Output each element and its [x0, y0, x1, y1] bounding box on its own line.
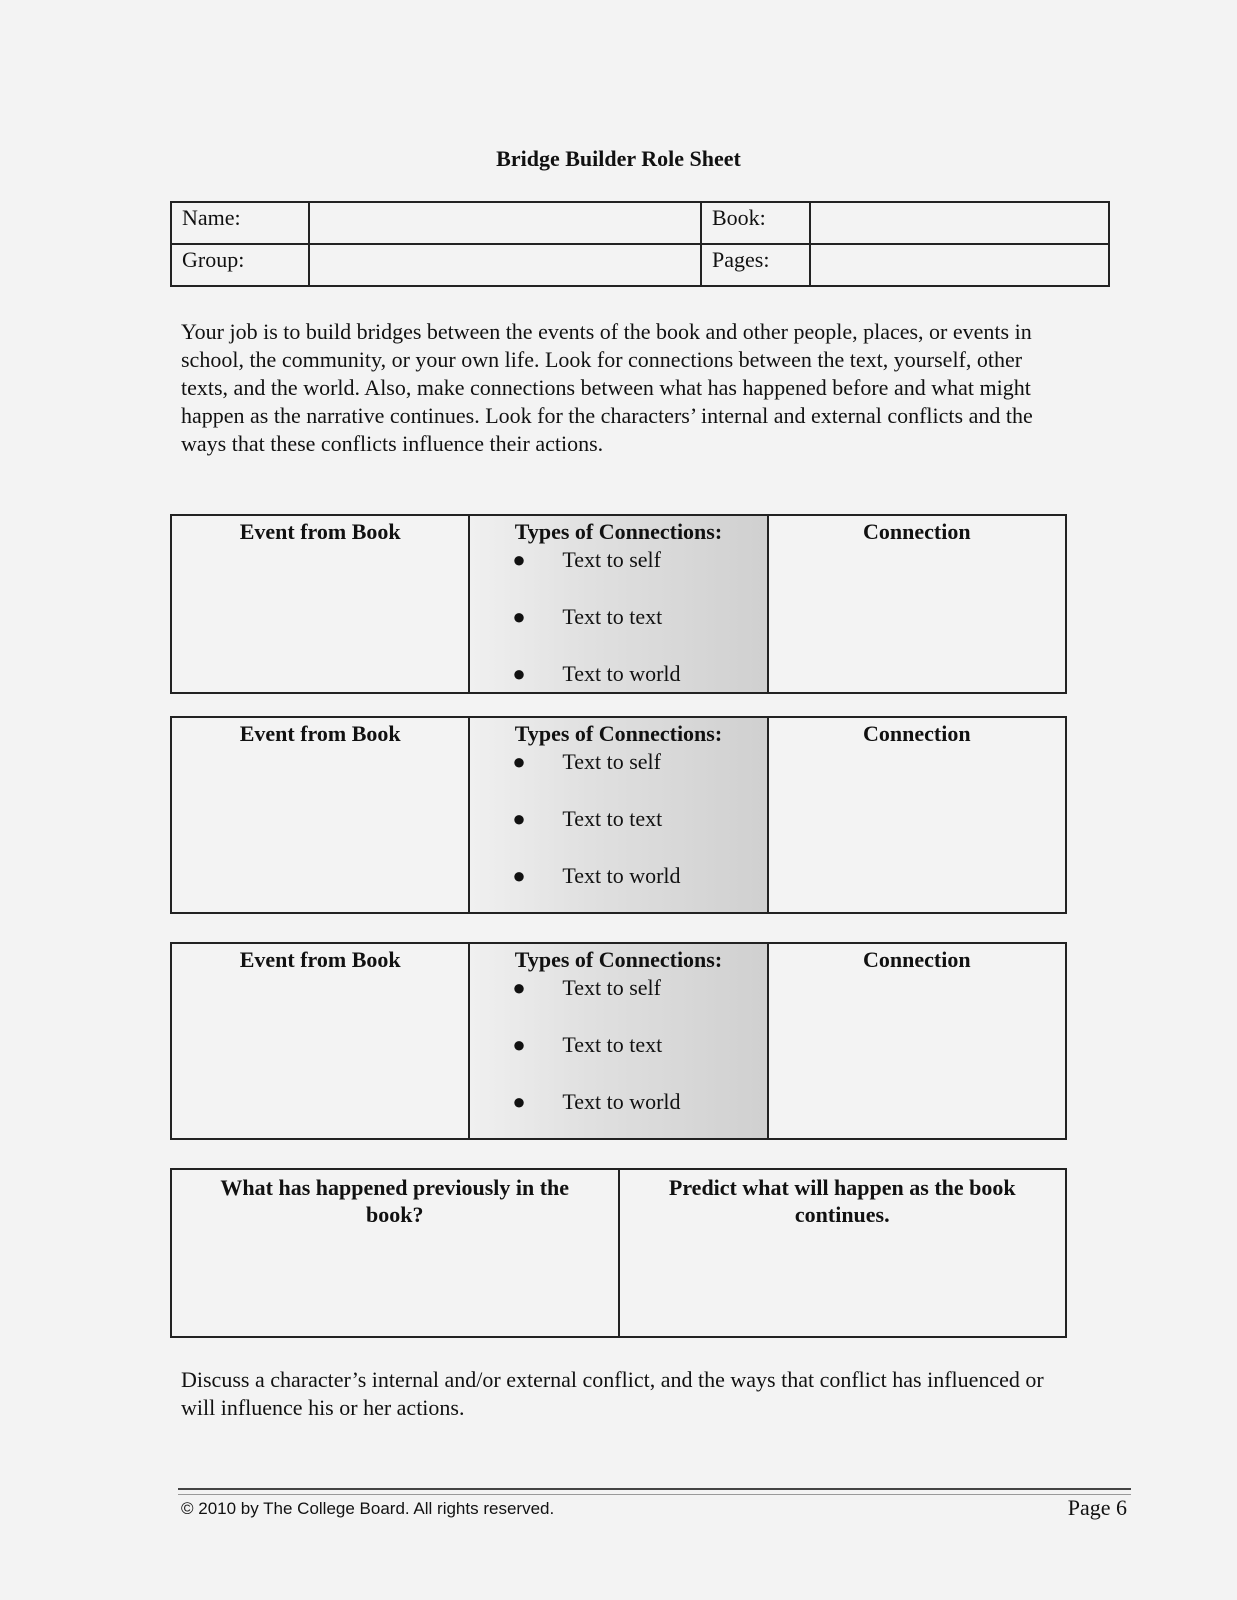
types-list [478, 547, 758, 689]
list-item: ● Text to text [512, 604, 663, 629]
connection-table-2 [170, 716, 1067, 914]
bullet-icon: ● [512, 863, 526, 888]
book-label: Book: [701, 202, 810, 244]
connection-header: Connection [863, 519, 971, 544]
list-item: ● Text to world [512, 863, 681, 888]
types-header: Types of Connections: [514, 721, 723, 746]
event-cell[interactable] [171, 717, 469, 913]
bullet-icon: ● [512, 975, 526, 1000]
bullet-icon: ● [512, 604, 526, 629]
bullet-icon: ● [512, 547, 526, 572]
bullet-icon: ● [512, 1089, 526, 1114]
list-item: ● Text to self [512, 547, 661, 572]
pages-field[interactable] [810, 244, 1109, 286]
prediction-cell[interactable] [619, 1169, 1067, 1337]
connection-cell[interactable] [768, 943, 1066, 1139]
types-cell [469, 717, 767, 913]
list-item: ● Text to self [512, 975, 661, 1000]
prediction-header: Predict what will happen as the book continues. [668, 1175, 1016, 1227]
previous-events-header: What has happened previously in the book? [220, 1175, 570, 1227]
student-info-table [170, 201, 1110, 287]
instructions-paragraph: Your job is to build bridges between the events of the book and other people, places, or events in school, the community, or your own life. Look for connections between the text, yourself, other texts, and the world. Also, make connections between what has happened before and what might happen as the narrative continues. Look for the characters’ internal and external conflicts and the ways that these conflicts influence their actions. [181, 319, 1033, 456]
name-field[interactable] [309, 202, 701, 244]
footer-divider [178, 1488, 1131, 1495]
bullet-icon: ● [512, 1032, 526, 1057]
connection-cell[interactable] [768, 515, 1066, 693]
bullet-icon: ● [512, 661, 526, 686]
copyright-text: © 2010 by The College Board. All rights reserved. [181, 1499, 555, 1518]
name-label: Name: [171, 202, 309, 244]
event-header: Event from Book [239, 519, 401, 544]
group-field[interactable] [309, 244, 701, 286]
list-item: ● Text to self [512, 749, 661, 774]
connection-table-1 [170, 514, 1067, 694]
connection-header: Connection [863, 947, 971, 972]
prediction-table [170, 1168, 1067, 1338]
book-field[interactable] [810, 202, 1109, 244]
pages-label: Pages: [701, 244, 810, 286]
types-cell [469, 943, 767, 1139]
event-cell[interactable] [171, 515, 469, 693]
types-list [478, 749, 758, 891]
event-header: Event from Book [239, 947, 401, 972]
types-cell [469, 515, 767, 693]
event-header: Event from Book [239, 721, 401, 746]
previous-events-cell[interactable] [171, 1169, 619, 1337]
event-cell[interactable] [171, 943, 469, 1139]
types-header: Types of Connections: [514, 519, 723, 544]
connection-header: Connection [863, 721, 971, 746]
page-number: Page 6 [1067, 1495, 1127, 1520]
connection-cell[interactable] [768, 717, 1066, 913]
group-label: Group: [171, 244, 309, 286]
types-list [478, 975, 758, 1117]
list-item: ● Text to world [512, 661, 681, 686]
list-item: ● Text to world [512, 1089, 681, 1114]
types-header: Types of Connections: [514, 947, 723, 972]
page-title: Bridge Builder Role Sheet [496, 146, 741, 171]
bullet-icon: ● [512, 806, 526, 831]
list-item: ● Text to text [512, 1032, 663, 1057]
connection-table-3 [170, 942, 1067, 1140]
list-item: ● Text to text [512, 806, 663, 831]
bullet-icon: ● [512, 749, 526, 774]
discussion-prompt: Discuss a character’s internal and/or external conflict, and the ways that conflict has influenced or will influence his or her actions. [181, 1367, 1044, 1420]
